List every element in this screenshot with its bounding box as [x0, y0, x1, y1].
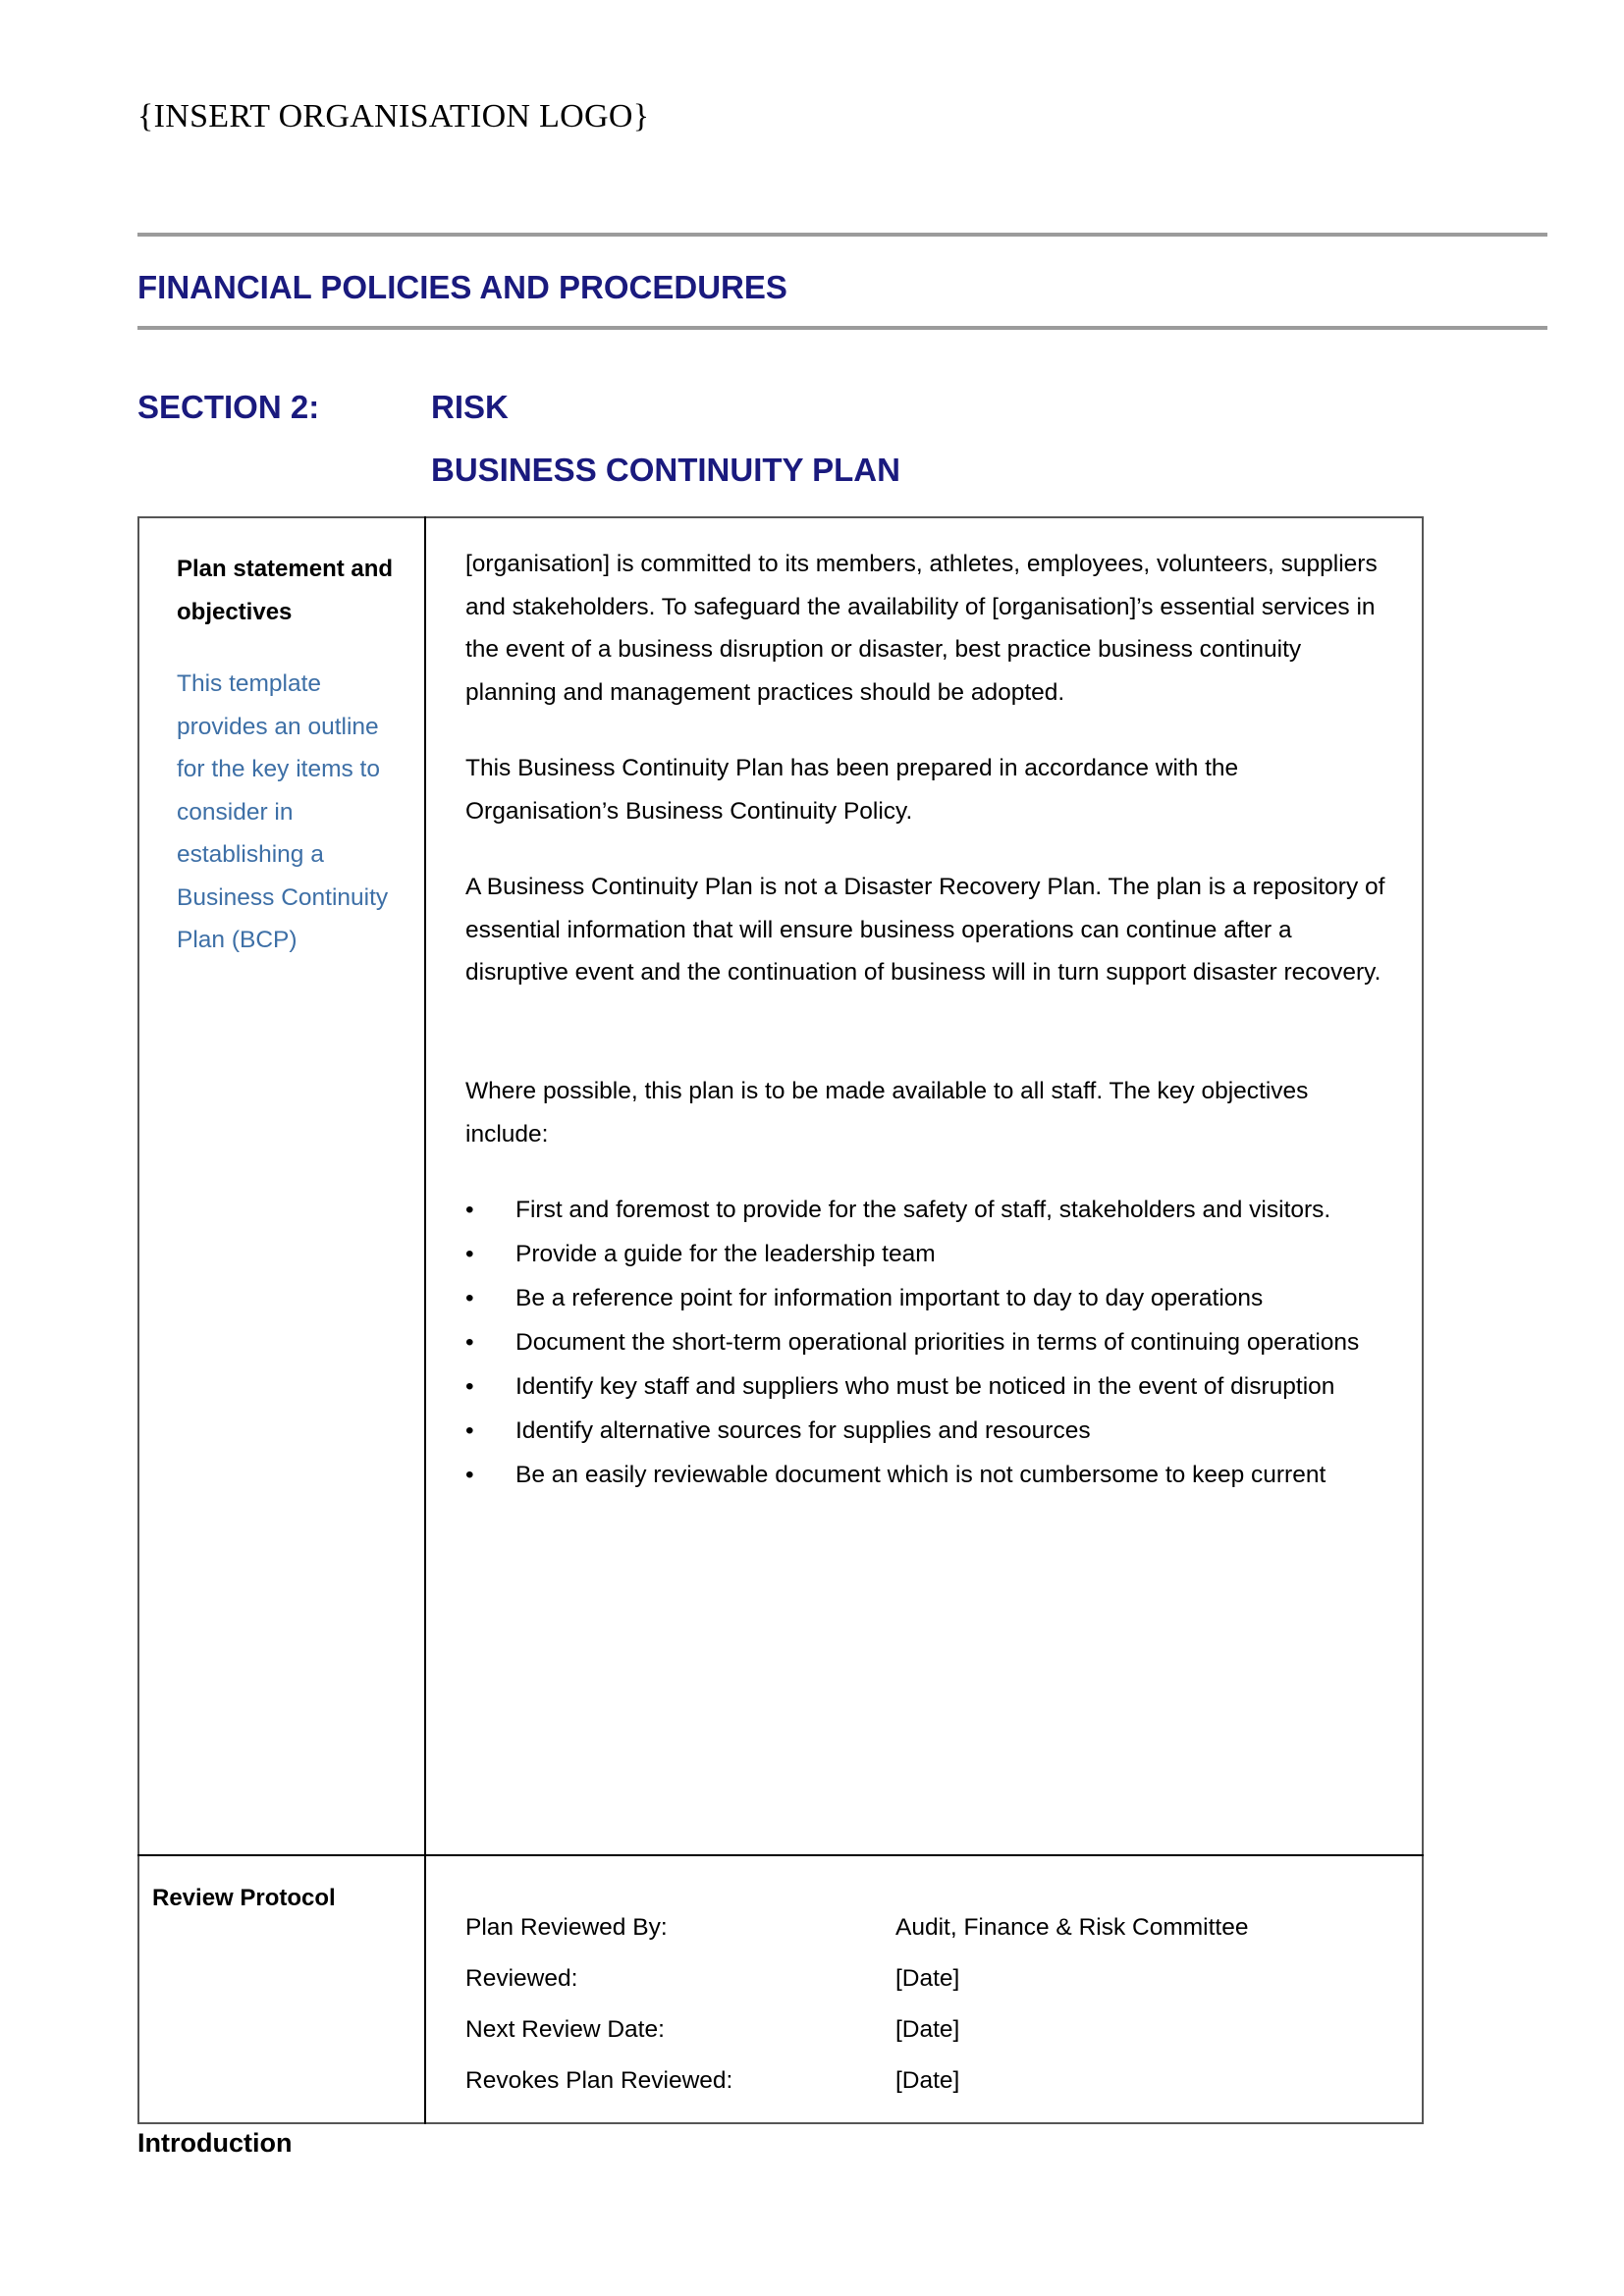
- review-label: Reviewed:: [465, 1965, 578, 1992]
- review-value: Audit, Finance & Risk Committee: [895, 1914, 1249, 1941]
- objective-text: Be a reference point for information important to day to day operations: [515, 1285, 1264, 1311]
- review-value: [Date]: [895, 1965, 960, 1992]
- review-label: Plan Reviewed By:: [465, 1914, 668, 1941]
- list-item: [465, 1188, 1388, 1232]
- objective-text: Document the short-term operational priorities in terms of continuing operations: [515, 1329, 1360, 1356]
- objective-text: Be an easily reviewable document which is not cumbersome to keep current: [515, 1462, 1326, 1488]
- bullet-icon: •: [465, 1329, 474, 1356]
- list-item: [465, 1364, 1388, 1409]
- bullet-icon: •: [465, 1462, 474, 1488]
- plan-statement-heading: Plan statement and objectives: [177, 556, 394, 625]
- commitment-paragraph: [organisation] is committed to its members, athletes, employees, volunteers, suppliers and stakeholders. To safeguard the availability of [organisation]’s essential services in the event of a business disruption or disaster, best practice business continuity planning and management practices should be adopted.: [465, 551, 1378, 706]
- objective-text: Identify alternative sources for supplies and resources: [515, 1417, 1091, 1444]
- list-item: [465, 1453, 1388, 1497]
- template-guidance-note: This template provides an outline for the key items to consider in establishing a Business Continuity Plan (BCP): [177, 670, 389, 953]
- section-name: RISK: [431, 389, 509, 425]
- objectives-list: [465, 1188, 1388, 1497]
- plan-purpose-paragraph: A Business Continuity Plan is not a Disaster Recovery Plan. The plan is a repository of essential information that will ensure business operations can continue after a disruptive event and the continuation of business will in turn support disaster recovery.: [465, 874, 1385, 986]
- bullet-icon: •: [465, 1285, 474, 1311]
- policy-reference-paragraph: This Business Continuity Plan has been prepared in accordance with the Organisation’s Business Continuity Policy.: [465, 755, 1239, 825]
- table-column-divider: [424, 516, 426, 2124]
- bullet-icon: •: [465, 1241, 474, 1267]
- list-item: [465, 1232, 1388, 1276]
- section-label: SECTION 2:: [137, 389, 320, 425]
- plan-title: BUSINESS CONTINUITY PLAN: [431, 452, 900, 488]
- review-label: Revokes Plan Reviewed:: [465, 2067, 733, 2094]
- logo-placeholder: {INSERT ORGANISATION LOGO}: [137, 98, 650, 134]
- bullet-icon: •: [465, 1197, 474, 1223]
- review-value: [Date]: [895, 2067, 960, 2094]
- objectives-intro-paragraph: Where possible, this plan is to be made available to all staff. The key objectives include:: [465, 1078, 1309, 1148]
- review-protocol-heading: Review Protocol: [152, 1885, 336, 1911]
- title-rule-bottom: [137, 326, 1547, 330]
- title-rule-top: [137, 233, 1547, 237]
- introduction-heading: Introduction: [137, 2128, 293, 2158]
- bullet-icon: •: [465, 1417, 474, 1444]
- review-value: [Date]: [895, 2016, 960, 2043]
- table-row-divider: [137, 1854, 1424, 1856]
- objective-text: Provide a guide for the leadership team: [515, 1241, 936, 1267]
- list-item: [465, 1409, 1388, 1453]
- review-label: Next Review Date:: [465, 2016, 665, 2043]
- objective-text: First and foremost to provide for the safety of staff, stakeholders and visitors.: [515, 1197, 1331, 1223]
- objective-text: Identify key staff and suppliers who must be noticed in the event of disruption: [515, 1373, 1335, 1400]
- document-title: FINANCIAL POLICIES AND PROCEDURES: [137, 269, 787, 305]
- bullet-icon: •: [465, 1373, 474, 1400]
- list-item: [465, 1276, 1388, 1320]
- list-item: [465, 1320, 1388, 1364]
